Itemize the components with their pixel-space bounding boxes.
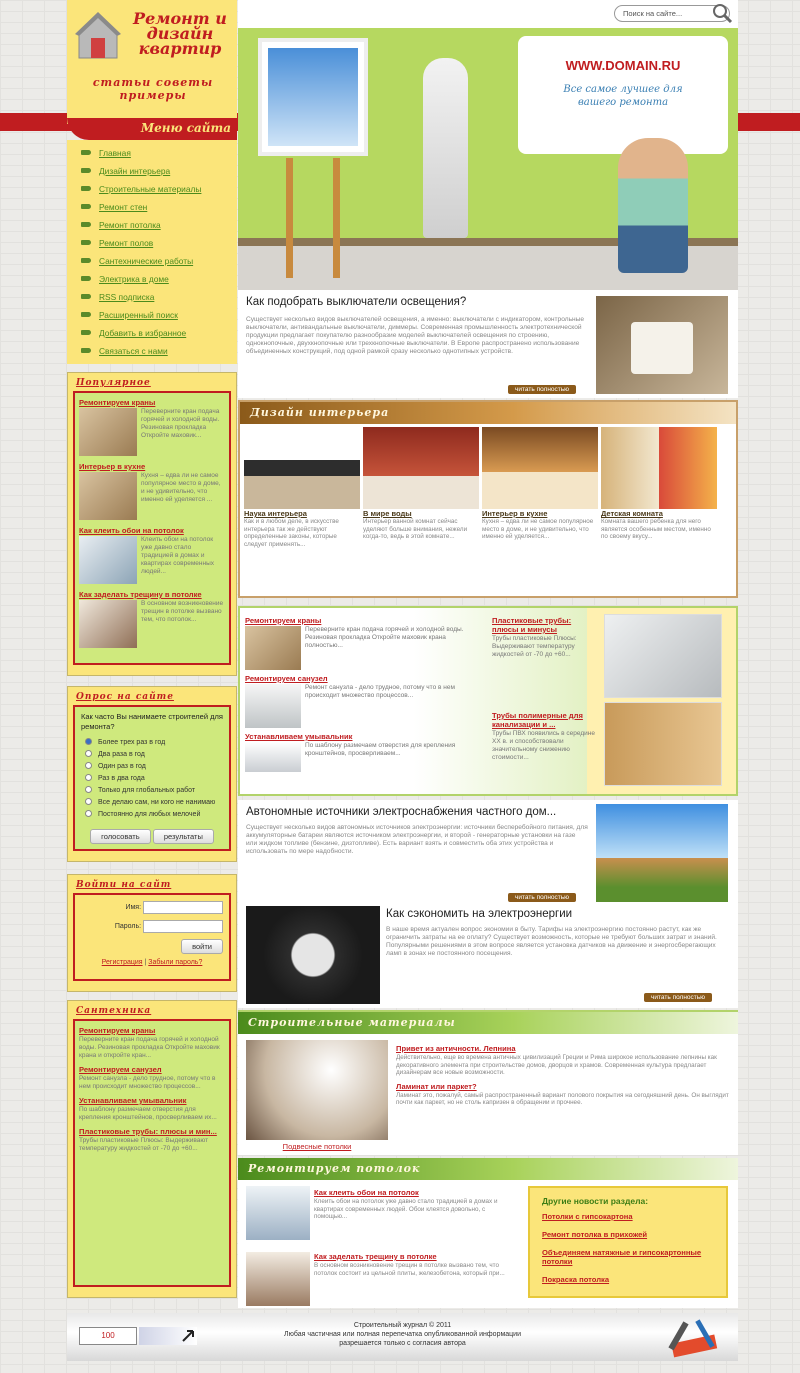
kitchen-image[interactable] — [79, 472, 137, 520]
banner-domain: WWW.DOMAIN.RU — [565, 58, 681, 73]
poll-panel — [67, 686, 237, 862]
radio-icon[interactable] — [85, 738, 92, 745]
poll-heading: Опрос на сайте — [76, 692, 174, 702]
painter-image — [423, 58, 468, 238]
menu-item-electrics[interactable]: Электрика в доме — [81, 270, 237, 288]
footer-copyright: Строительный журнал © 2011 — [353, 1322, 452, 1329]
plumbing-feature — [238, 606, 738, 796]
feature-left-list — [245, 614, 485, 772]
ceiling-text: В основном возникновение трещин в потолке вызвано тем, что потолок состоит из цельной плиты, железобетона, который при... — [314, 1262, 505, 1277]
article-text: Существует несколько видов выключателей освещения, а именно: выключатели с индикатором, контрольные выключатели, антивандальные выключатели, диммеры. Современная промышленность электротехнической продукции предлагает покупателю разнообразие моделей выключателей освещения по строению, однокнопочные, двухкнопочные или трехкнопочные выключатели. В Европе распространено использование объединенных конструкций, под одной рамкой сразу несколько однотипных устройств. — [246, 316, 585, 355]
crack-image[interactable] — [246, 1252, 310, 1306]
poll-option[interactable] — [81, 737, 223, 749]
plumbing-text: Трубы пластиковые Плюсы: Выдерживают температуру жидкостей от -70 до +60... — [79, 1137, 209, 1152]
design-text: Интерьер ванной комнат сейчас уделяют больше внимания, нежели когда-то, ведь в этой комнате... — [363, 518, 468, 540]
popular-title[interactable]: Интерьер в кухне — [79, 462, 146, 471]
feature-text: Переверните кран подача горячей и холодной воды. Резиновая прокладка Откройте маховик крана полностью... — [305, 626, 464, 649]
plumbing-title[interactable]: Ремонтируем краны — [79, 1026, 156, 1035]
materials-heading: Строительные материалы — [238, 1012, 738, 1034]
crack-image[interactable] — [79, 600, 137, 648]
materials-text: Ламинат это, пожалуй, самый распространенный вариант полового покрытия на сегодняшний день. Он выглядит почти как паркет, но не столь капризен в обращении и прочнее. — [396, 1091, 729, 1106]
article-title[interactable]: Как подобрать выключатели освещения? — [246, 296, 467, 308]
materials-text: Действительно, еще во времена античных цивилизаций Греции и Рима широкое использование лепнины как декоративного элемента при строительстве домов, дворцов и храмов. Современная культура предлагает дизайнерам все новые возможности. — [396, 1054, 717, 1076]
popular-title[interactable]: Ремонтируем краны — [79, 398, 156, 407]
switch-image[interactable] — [596, 296, 728, 394]
plumbing-text: По шаблону размечаем отверстия для крепления кронштейнов, просверливаем их... — [79, 1106, 217, 1121]
materials-caption[interactable]: Подвесные потолки — [282, 1142, 352, 1151]
poll-question: Как часто Вы нанимаете строителей для ремонта? — [81, 712, 223, 731]
menu-item-favorites[interactable]: Добавить в избранное — [81, 324, 237, 342]
ceiling-list — [246, 1186, 518, 1306]
design-heading: Дизайн интерьера — [240, 402, 736, 424]
feature-title[interactable]: Ремонтируем санузел — [245, 674, 328, 683]
ladder-image — [268, 158, 358, 278]
logo[interactable] — [67, 0, 237, 124]
menu-item-materials[interactable]: Строительные материалы — [81, 180, 237, 198]
page — [67, 0, 738, 1373]
solar-house-image[interactable] — [596, 804, 728, 902]
other-news-heading: Другие новости раздела: — [542, 1196, 649, 1206]
woman-image — [618, 138, 688, 273]
design-text: Как и в любом деле, в искусстве интерьера так же действуют определенные законы, которые следует применять... — [244, 518, 339, 548]
window-image — [258, 38, 368, 156]
poll-form — [73, 705, 231, 851]
plumbing-heading: Сантехника — [76, 1006, 152, 1016]
feature-text: Ремонт санузла - дело трудное, потому что в нем происходит множество процессов... — [305, 684, 455, 699]
radio-icon[interactable] — [85, 798, 92, 805]
list-item — [79, 526, 225, 584]
login-button[interactable]: войти — [181, 939, 223, 954]
design-section — [238, 400, 738, 598]
design-title[interactable]: Наука интерьера — [244, 509, 307, 518]
menu-item-ceiling[interactable]: Ремонт потолка — [81, 216, 237, 234]
poll-option-label: Постоянно для любых мелочей — [98, 811, 201, 818]
materials-section — [238, 1010, 738, 1155]
design-text: Комната вашего ребенка для него является особенным местом, именно по своему вкусу... — [601, 518, 711, 540]
other-news-link[interactable]: Потолки с гипсокартона — [542, 1212, 633, 1221]
popular-title[interactable]: Как клеить обои на потолок — [79, 526, 184, 535]
feature-right-list — [492, 614, 597, 762]
materials-title[interactable]: Ламинат или паркет? — [396, 1081, 477, 1091]
article-title[interactable]: Как сэкономить на электроэнергии — [386, 908, 573, 920]
article-title[interactable]: Автономные источники электроснабжения частного дом... — [246, 806, 557, 818]
design-title[interactable]: Интерьер в кухне — [482, 509, 548, 518]
poll-option-label: Один раз в год — [98, 763, 146, 770]
plumbing-text: Переверните кран подача горячей и холодной воды. Резиновая прокладка Откройте маховик крана и откройте кран... — [79, 1036, 220, 1059]
popular-list — [73, 391, 231, 665]
menu-item-plumbing[interactable]: Сантехнические работы — [81, 252, 237, 270]
poll-option[interactable] — [81, 761, 223, 773]
meter-image[interactable] — [246, 906, 380, 1004]
poll-option-label: Только для глобальных работ — [98, 787, 196, 794]
feature-title[interactable]: Трубы полимерные для канализации и ... — [492, 711, 583, 729]
vote-button[interactable]: голосовать — [90, 829, 150, 844]
bathroom-image[interactable] — [363, 427, 479, 509]
article-autonomous — [238, 800, 738, 904]
kitchen-image[interactable] — [482, 427, 598, 509]
other-news-box — [528, 1186, 728, 1298]
top-bar — [238, 0, 738, 28]
interior-image[interactable] — [244, 427, 360, 509]
login-form: Имя: Пароль: войти Регистрация | Забыли пароль? — [73, 893, 231, 981]
poll-option-label: Раз в два года — [98, 775, 145, 782]
password-label: Пароль: — [114, 923, 142, 930]
ceiling-image[interactable] — [246, 1040, 388, 1140]
other-news-link[interactable]: Покраска потолка — [542, 1275, 610, 1284]
rating-badge[interactable] — [139, 1327, 197, 1345]
list-item — [601, 427, 717, 548]
list-item — [482, 427, 598, 548]
ceiling-title[interactable]: Как заделать трещину в потолке — [314, 1252, 437, 1261]
counter-badge[interactable]: 100 — [79, 1327, 137, 1345]
design-title[interactable]: Детская комната — [601, 509, 663, 518]
header-banner — [238, 28, 738, 290]
menu-heading: Меню сайта — [140, 121, 231, 135]
menu-heading-bar — [67, 118, 237, 140]
feature-text: Трубы пластиковые Плюсы: Выдерживают температуру жидкостей от -70 до +60... — [492, 635, 577, 658]
radio-icon[interactable] — [85, 786, 92, 793]
poll-option[interactable] — [81, 749, 223, 761]
login-heading: Войти на сайт — [76, 880, 172, 890]
ceiling-title[interactable]: Как клеить обои на потолок — [314, 1188, 419, 1197]
bathroom-image[interactable] — [245, 684, 301, 728]
read-more-button[interactable]: читать полностью — [508, 893, 576, 902]
radio-icon[interactable] — [85, 750, 92, 757]
forgot-password-link[interactable]: Забыли пароль? — [148, 959, 203, 966]
poll-option-label: Все делаю сам, ни кого не нанимаю — [98, 799, 216, 806]
poll-option[interactable] — [81, 797, 223, 809]
popular-text: В основном возникновение трещин в потолке вызвано тем, что потолок... — [141, 600, 224, 623]
menu-item-home[interactable]: Главная — [81, 144, 237, 162]
pipes-image[interactable] — [604, 614, 722, 698]
poll-option[interactable] — [81, 773, 223, 785]
main-menu — [67, 140, 237, 364]
house-logo-icon — [75, 8, 121, 63]
article-text: В наше время актуален вопрос экономии в быту. Тарифы на электроэнергию постоянно растут, как же ограничить затраты на ее оплату? Существует возможность, которые не требуют больших затрат и знаний. Популярными решениями в этом вопросе является установка датчиков на движение и энергосберегающих ламп в зонах не постоянного посещения. — [386, 926, 717, 957]
poll-option-label: Более трех раз в год — [98, 739, 166, 746]
feature-text: Трубы ПВХ появились в середине XX в. и способствовали значительному снижению стоимости... — [492, 730, 595, 761]
logo-title: Ремонт и дизайн квартир — [133, 9, 227, 58]
menu-item-search[interactable]: Расширенный поиск — [81, 306, 237, 324]
faucet-image[interactable] — [245, 626, 301, 670]
menu-item-walls[interactable]: Ремонт стен — [81, 198, 237, 216]
list-item — [244, 427, 360, 548]
poll-option-label: Два раза в год — [98, 751, 145, 758]
radio-icon[interactable] — [85, 810, 92, 817]
radio-icon[interactable] — [85, 774, 92, 781]
arrow-icon — [139, 1327, 197, 1345]
name-field[interactable] — [143, 901, 223, 914]
design-grid — [240, 424, 736, 551]
popular-text: Переверните кран подача горячей и холодной воды. Резиновая прокладка Откройте маховик... — [141, 408, 220, 439]
footer-permission: разрешается только с согласия автора — [339, 1340, 466, 1347]
footer — [67, 1313, 738, 1361]
sink-image[interactable] — [245, 742, 301, 772]
search-icon[interactable] — [711, 2, 733, 24]
logo-slogan: статьи советы примеры — [92, 76, 214, 102]
read-more-button[interactable]: читать полностью — [644, 993, 712, 1002]
popular-text: Кухня – едва ли не самое популярное место в доме, и не удивительно, что именно ей уделяется ... — [141, 472, 221, 503]
plumbing-panel — [67, 1000, 237, 1298]
article-electricity — [238, 904, 738, 1008]
list-item — [363, 427, 479, 548]
feature-title[interactable]: Устанавливаем умывальник — [245, 732, 353, 741]
materials-list — [396, 1042, 730, 1107]
banner-tagline: Все самое лучшее для вашего ремонта — [563, 84, 683, 108]
list-item — [79, 590, 225, 648]
popular-heading: Популярное — [76, 378, 151, 388]
other-news-link[interactable]: Ремонт потолка в прихожей — [542, 1230, 648, 1239]
plumbing-list — [73, 1019, 231, 1287]
menu-item-floors[interactable]: Ремонт полов — [81, 234, 237, 252]
ceiling-heading: Ремонтируем потолок — [238, 1158, 738, 1180]
login-panel — [67, 874, 237, 992]
feature-title[interactable]: Пластиковые трубы: плюсы и минусы — [492, 616, 572, 634]
feature-text: По шаблону размечаем отверстия для крепления кронштейнов, просверливаем... — [305, 742, 456, 757]
menu-item-interior[interactable]: Дизайн интерьера — [81, 162, 237, 180]
article-switches — [238, 290, 738, 398]
plumbing-title[interactable]: Устанавливаем умывальник — [79, 1096, 187, 1105]
name-label: Имя: — [125, 904, 142, 911]
ceiling-section — [238, 1158, 738, 1308]
list-item — [79, 462, 225, 520]
register-link[interactable]: Регистрация — [101, 959, 143, 966]
kids-room-image[interactable] — [601, 427, 717, 509]
poll-option[interactable] — [81, 785, 223, 797]
poll-option[interactable] — [81, 809, 223, 821]
tools-icon — [666, 1315, 724, 1359]
plumbing-title[interactable]: Пластиковые трубы: плюсы и мин... — [79, 1127, 217, 1136]
sewer-pipes-image[interactable] — [604, 702, 722, 786]
password-field[interactable] — [143, 920, 223, 933]
radio-icon[interactable] — [85, 762, 92, 769]
list-item — [79, 398, 225, 456]
plumbing-title[interactable]: Ремонтируем санузел — [79, 1065, 162, 1074]
search-input[interactable]: Поиск на сайте... — [614, 5, 730, 22]
article-text: Существует несколько видов автономных источников электроэнергии: источники бесперебойного питания, для аккумуляторные батареи являются источником электроэнергии, и второй - генераторные установки на газе или жидком топливе (бензине, дизтопливе). Есть вариант взять и совместить оба этих устройства и использовать по мере надобности. — [246, 824, 588, 855]
footer-notice: Любая частичная или полная перепечатка опубликованной информации — [284, 1331, 521, 1338]
materials-title[interactable]: Привет из античности. Лепнина — [396, 1044, 516, 1053]
design-text: Кухня – едва ли не самое популярное место в доме, и не удивительно, что именно ей уделяется... — [482, 518, 594, 540]
popular-text: Клеить обои на потолок уже давно стало традицией в домах и квартирах современных людей... — [141, 536, 215, 575]
popular-panel — [67, 372, 237, 676]
faucet-image[interactable] — [79, 408, 137, 456]
popular-title[interactable]: Как заделать трещину в потолке — [79, 590, 202, 599]
read-more-button[interactable]: читать полностью — [508, 385, 576, 394]
feature-title[interactable]: Ремонтируем краны — [245, 616, 322, 625]
plumbing-text: Ремонт санузла - дело трудное, потому что в нем происходит множество процессов... — [79, 1075, 216, 1090]
banner-sign — [518, 36, 728, 154]
other-news-link[interactable]: Объединяем натяжные и гипсокартонные потолки — [542, 1248, 702, 1266]
wallpaper-image[interactable] — [79, 536, 137, 584]
results-button[interactable]: результаты — [153, 829, 214, 844]
design-title[interactable]: В мире воды — [363, 509, 412, 518]
menu-item-rss[interactable]: RSS подписка — [81, 288, 237, 306]
wallpaper-image[interactable] — [246, 1186, 310, 1240]
menu-item-contact[interactable]: Связаться с нами — [81, 342, 237, 360]
ceiling-text: Клеить обои на потолок уже давно стало традицией в домах и квартирах современных людей. Обои клеятся довольно, с помощью... — [314, 1198, 498, 1220]
